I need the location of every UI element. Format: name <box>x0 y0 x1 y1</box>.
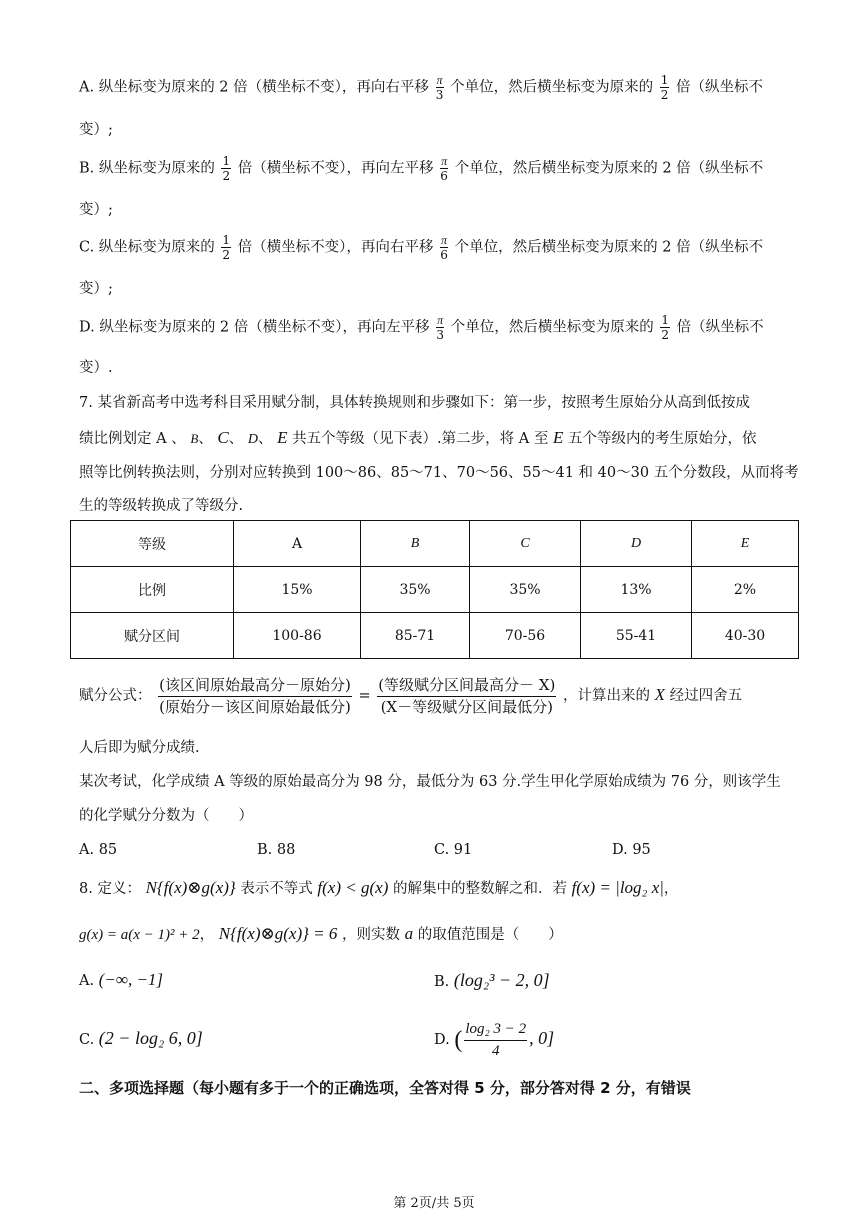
table-cell: 85-71 <box>361 613 470 659</box>
formula-left-fraction: $\frac{\text{(该区间原始最高分－原始分)}}{\text{(原始分－该区间原始最低分)}}$ <box>159 675 351 716</box>
table-cell: 35% <box>361 567 470 613</box>
table-header-cell: A <box>234 521 361 567</box>
q7-option-b: B. 88 <box>257 842 296 858</box>
table-cell: 13% <box>581 567 692 613</box>
fraction-pi-over-3: $\frac{\pi}{3}$ <box>436 313 444 342</box>
section-2-heading: 二、多项选择题（每小题有多于一个的正确选项，全答对得 5 分，部分答对得 2 分，有错误 <box>79 1079 691 1097</box>
q7-stem-line7: 的化学赋分分数为（ ） <box>79 808 253 824</box>
q7-option-d: D. 95 <box>612 842 651 858</box>
table-row <box>71 613 799 659</box>
fraction-one-half: $\frac{1}{2}$ <box>661 313 670 342</box>
q8-stem-line1: 8. 定义： N{f(x)⊗g(x)} 表示不等式 f(x) < g(x) 的解集中的整数解之和．若 f(x) = |log₂ x|， <box>79 878 679 897</box>
q8-option-b: B. (log₂³ − 2, 0] <box>434 970 550 990</box>
fraction-one-half: $\frac{1}{2}$ <box>660 73 669 102</box>
q8-stem-line2: g(x) = a(x − 1)² + 2， N{f(x)⊗g(x)} = 6 ，则实数 a 的取值范围是（ ） <box>79 924 563 943</box>
table-header-cell: 等级 <box>71 521 234 567</box>
q6-option-d: D. 纵坐标变为原来的 2 倍（横坐标不变），再向左平移 $\frac{\pi}{3}$ 个单位，然后横坐标变为原来的 $\frac{1}{2}$ 倍（纵坐标不 <box>79 313 764 342</box>
q6-option-d-cont: 变）. <box>79 360 113 376</box>
table-cell: 40-30 <box>692 613 799 659</box>
fraction-pi-over-6: $\frac{\pi}{6}$ <box>440 154 448 183</box>
q7-stem-line6: 某次考试，化学成绩 A 等级的原始最高分为 98 分，最低分为 63 分.学生甲化学原始成绩为 76 分，则该学生 <box>79 774 781 790</box>
fraction-pi-over-3: $\frac{\pi}{3}$ <box>435 73 444 102</box>
option-d-fraction: $\frac{\text{log₂ 3 − 2}}{4}$ <box>465 1020 527 1059</box>
q6-option-a-cont: 变）; <box>79 122 113 138</box>
q7-formula: 赋分公式： $\frac{\text{(该区间原始最高分－原始分)}}{\text{(原始分－该区间原始最低分)}}$ = $\frac{\text{(等级赋分区间最高分－ X)}}{\text{(X－等级赋分区间最低分)}}$ ，计算出来的 X 经过四舍五 <box>79 675 743 716</box>
fraction-one-half: $\frac{1}{2}$ <box>222 233 231 262</box>
table-cell: 15% <box>234 567 361 613</box>
table-cell: 70-56 <box>470 613 581 659</box>
q7-stem-line3: 照等比例转换法则，分别对应转换到 100～86、85～71、70～56、55～41 和 40～30 五个分数段，从而将考 <box>79 465 799 481</box>
formula-right-fraction: $\frac{\text{(等级赋分区间最高分－ X)}}{\text{(X－等级赋分区间最低分)}}$ <box>378 675 556 716</box>
q7-option-c: C. 91 <box>434 842 473 858</box>
q8-option-c: C. (2 − log₂ 6, 0] <box>79 1028 203 1048</box>
q6-option-b: B. 纵坐标变为原来的 $\frac{1}{2}$ 倍（横坐标不变），再向左平移 $\frac{\pi}{6}$ 个单位，然后横坐标变为原来的 2 倍（纵坐标不 <box>79 154 764 183</box>
q7-stem-line2: 绩比例划定 A 、 B、 C、 D、 E 共五个等级（见下表）.第二步，将 A 至 E 五个等级内的考生原始分，依 <box>79 428 757 447</box>
table-row <box>71 567 799 613</box>
table-cell: 2% <box>692 567 799 613</box>
table-cell: 100-86 <box>234 613 361 659</box>
page-footer: 第 2页/共 5页 <box>393 1196 475 1211</box>
q6-option-a: A. 纵坐标变为原来的 2 倍（横坐标不变），再向右平移 $\frac{\pi}{3}$ 个单位，然后横坐标变为原来的 $\frac{1}{2}$ 倍（纵坐标不 <box>79 73 763 102</box>
q8-option-a: A. (−∞, −1] <box>79 970 164 989</box>
table-header-cell: C <box>470 521 581 567</box>
table-header-cell: E <box>692 521 799 567</box>
q8-option-d: D. ( $\frac{\text{log₂ 3 − 2}}{4}$ , 0] <box>434 1020 555 1059</box>
table-cell: 比例 <box>71 567 234 613</box>
q7-stem-line4: 生的等级转换成了等级分. <box>79 498 244 514</box>
table-cell: 赋分区间 <box>71 613 234 659</box>
q7-stem-line1: 7. 某省新高考中选考科目采用赋分制，具体转换规则和步骤如下：第一步，按照考生原始分从高到低按成 <box>79 395 750 411</box>
grade-table <box>70 520 799 659</box>
table-row-header <box>71 521 799 567</box>
fraction-pi-over-6: $\frac{\pi}{6}$ <box>440 233 448 262</box>
table-header-cell: B <box>361 521 470 567</box>
q7-stem-line5: 人后即为赋分成绩. <box>79 740 200 756</box>
table-cell: 55-41 <box>581 613 692 659</box>
q6-option-c-cont: 变）; <box>79 281 113 297</box>
q6-option-c: C. 纵坐标变为原来的 $\frac{1}{2}$ 倍（横坐标不变），再向右平移 $\frac{\pi}{6}$ 个单位，然后横坐标变为原来的 2 倍（纵坐标不 <box>79 233 764 262</box>
q7-option-a: A. 85 <box>79 842 118 858</box>
table-cell: 35% <box>470 567 581 613</box>
table-header-cell: D <box>581 521 692 567</box>
fraction-one-half: $\frac{1}{2}$ <box>222 154 231 183</box>
q6-option-b-cont: 变）; <box>79 202 113 218</box>
